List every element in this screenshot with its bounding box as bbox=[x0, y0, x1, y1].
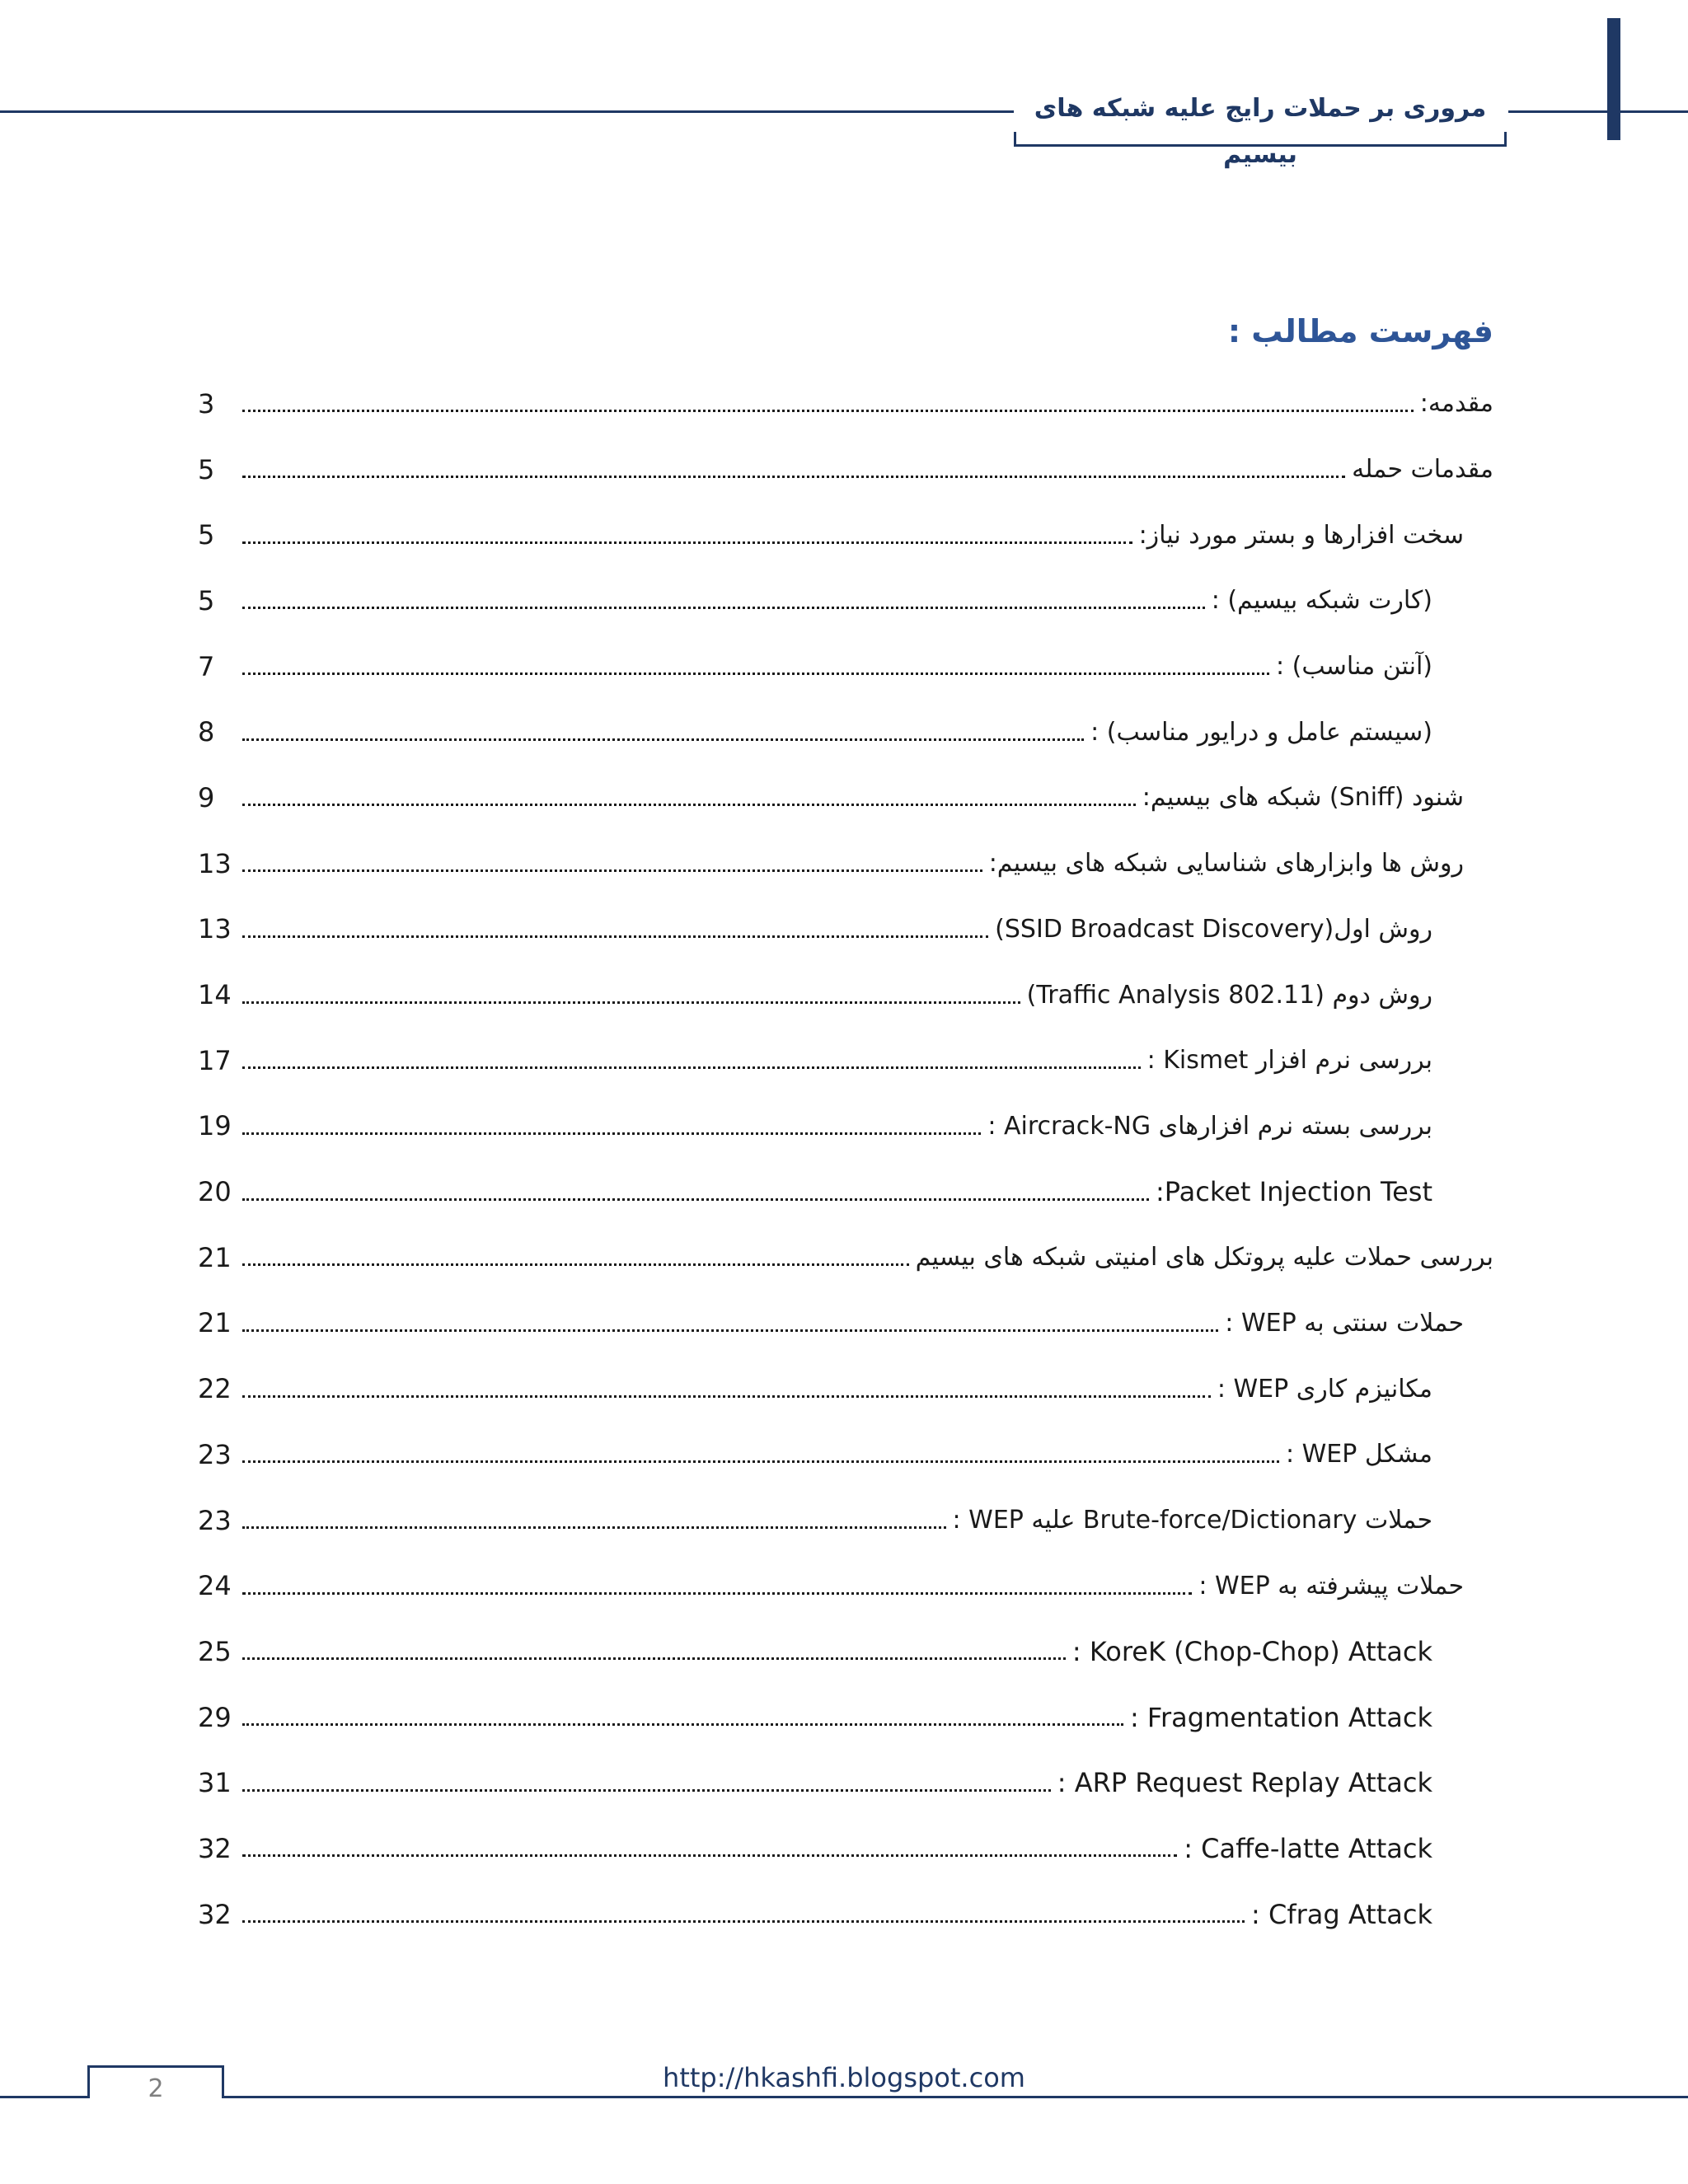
toc-entry-page: 3 bbox=[198, 387, 215, 419]
toc-entry[interactable] bbox=[198, 1356, 1493, 1422]
toc-dot-leader bbox=[242, 980, 1020, 1004]
footer-url-link[interactable]: http://hkashfi.blogspot.com bbox=[597, 2060, 1091, 2095]
toc-entry-page: 5 bbox=[198, 584, 215, 616]
toc-entry-title: حملات پیشرفته به WEP : bbox=[1198, 1571, 1464, 1601]
toc-entry-title: (سیستم عامل و درایور مناسب) : bbox=[1090, 717, 1432, 747]
toc-entry[interactable] bbox=[198, 437, 1493, 503]
toc-entry-page: 5 bbox=[198, 519, 215, 551]
toc-entry[interactable] bbox=[198, 1882, 1493, 1947]
toc-entry[interactable] bbox=[198, 1750, 1493, 1816]
toc-entry[interactable] bbox=[198, 1553, 1493, 1619]
toc-entry[interactable] bbox=[198, 1028, 1493, 1094]
footer-rule-right bbox=[223, 2096, 1688, 2098]
toc-dot-leader bbox=[242, 1768, 1051, 1792]
toc-entry-title: حملات سنتی به WEP : bbox=[1225, 1308, 1464, 1338]
toc-entry-title: شنود (Sniff) شبکه های بیسیم: bbox=[1142, 783, 1464, 813]
toc-entry-page: 17 bbox=[198, 1044, 232, 1076]
toc-dot-leader bbox=[242, 717, 1084, 741]
toc-entry-page: 13 bbox=[198, 913, 232, 945]
toc-dot-leader bbox=[242, 1899, 1245, 1923]
toc-entry-page: 8 bbox=[198, 716, 215, 748]
footer-rule-left bbox=[0, 2096, 89, 2098]
toc-entry[interactable] bbox=[198, 634, 1493, 700]
toc-entry[interactable] bbox=[198, 699, 1493, 765]
toc-entry-page: 7 bbox=[198, 650, 215, 682]
toc-dot-leader bbox=[242, 1636, 1066, 1660]
toc-entry[interactable] bbox=[198, 1422, 1493, 1488]
header-accent-bar bbox=[1607, 18, 1620, 140]
toc-entry-title: مشکل WEP : bbox=[1285, 1440, 1432, 1469]
toc-entry-page: 23 bbox=[198, 1504, 232, 1536]
toc-entry-page: 5 bbox=[198, 453, 215, 485]
toc-entry-page: 20 bbox=[198, 1176, 232, 1208]
header-rule-left bbox=[0, 110, 1015, 113]
toc-entry[interactable] bbox=[198, 765, 1493, 831]
toc-entry-title: حملات Brute-force/Dictionary علیه WEP : bbox=[952, 1506, 1432, 1535]
toc-entry[interactable] bbox=[198, 1816, 1493, 1882]
toc-dot-leader bbox=[242, 1374, 1211, 1398]
toc-entry-title: مکانیزم کاری WEP : bbox=[1217, 1374, 1432, 1404]
toc-entry-title: بررسی حملات علیه پروتکل های امنیتی شبکه های بیسیم bbox=[915, 1243, 1493, 1272]
toc-dot-leader bbox=[242, 1045, 1141, 1069]
toc-entry-page: 24 bbox=[198, 1570, 232, 1602]
toc-entry-title: Fragmentation Attack : bbox=[1129, 1701, 1432, 1733]
toc-dot-leader bbox=[242, 454, 1345, 478]
toc-entry[interactable] bbox=[198, 371, 1493, 437]
toc-entry-title: سخت افزارها و بستر مورد نیاز: bbox=[1138, 520, 1464, 550]
toc-entry-title: KoreK (Chop-Chop) Attack : bbox=[1071, 1635, 1432, 1667]
toc-entry[interactable] bbox=[198, 831, 1493, 897]
toc-entry-title: ARP Request Replay Attack : bbox=[1057, 1767, 1432, 1799]
toc-entry[interactable] bbox=[198, 1488, 1493, 1554]
toc-heading: فهرست مطالب : bbox=[1227, 313, 1493, 349]
toc-entry-page: 14 bbox=[198, 979, 232, 1011]
toc-entry[interactable] bbox=[198, 1291, 1493, 1357]
toc-entry-page: 23 bbox=[198, 1438, 232, 1470]
toc-dot-leader bbox=[242, 1571, 1192, 1595]
header-rule-right bbox=[1508, 110, 1688, 113]
toc-entry-page: 32 bbox=[198, 1898, 232, 1930]
toc-entry[interactable] bbox=[198, 1619, 1493, 1685]
toc-dot-leader bbox=[242, 1177, 1149, 1201]
toc-entry-title: بررسی نرم افزار Kismet : bbox=[1146, 1046, 1432, 1076]
toc-entry-page: 21 bbox=[198, 1241, 232, 1273]
toc-dot-leader bbox=[242, 914, 988, 938]
toc-entry-title: (کارت شبکه بیسیم) : bbox=[1211, 586, 1432, 616]
toc-entry-page: 32 bbox=[198, 1832, 232, 1864]
toc-entry-page: 25 bbox=[198, 1635, 232, 1667]
toc-entry[interactable] bbox=[198, 962, 1493, 1028]
toc-dot-leader bbox=[242, 848, 982, 872]
toc-entry-title: روش دوم (802.11 Traffic Analysis) bbox=[1026, 980, 1432, 1010]
toc-entry-page: 21 bbox=[198, 1307, 232, 1339]
toc-entry[interactable] bbox=[198, 568, 1493, 634]
toc-dot-leader bbox=[242, 388, 1414, 412]
toc-entry-title: (آنتن مناسب) : bbox=[1275, 652, 1432, 682]
toc-dot-leader bbox=[242, 782, 1136, 806]
toc-entry-page: 22 bbox=[198, 1373, 232, 1405]
toc-dot-leader bbox=[242, 520, 1132, 544]
toc-entry-title: Cfrag Attack : bbox=[1251, 1898, 1432, 1930]
toc-entry[interactable] bbox=[198, 1685, 1493, 1750]
toc-entry[interactable] bbox=[198, 1159, 1493, 1225]
page-number: 2 bbox=[148, 2074, 164, 2103]
toc-entry-page: 13 bbox=[198, 847, 232, 879]
table-of-contents bbox=[198, 371, 1493, 1947]
toc-dot-leader bbox=[242, 1702, 1123, 1726]
toc-entry-page: 9 bbox=[198, 781, 215, 813]
toc-entry-title: Caffe-latte Attack : bbox=[1184, 1832, 1432, 1864]
toc-entry-title: بررسی بسته نرم افزارهای Aircrack-NG : bbox=[987, 1111, 1432, 1141]
toc-entry-title: مقدمه: bbox=[1419, 389, 1493, 419]
toc-entry-page: 19 bbox=[198, 1110, 232, 1142]
document-title: مروری بر حملات رایج علیه شبکه های بیسیم bbox=[1014, 86, 1507, 132]
toc-entry-title: روش اول(SSID Broadcast Discovery) bbox=[995, 914, 1432, 944]
toc-entry[interactable] bbox=[198, 502, 1493, 568]
toc-dot-leader bbox=[242, 1308, 1218, 1332]
toc-entry[interactable] bbox=[198, 1225, 1493, 1291]
toc-entry-title: Packet Injection Test: bbox=[1155, 1176, 1432, 1208]
toc-entry-page: 31 bbox=[198, 1767, 232, 1799]
toc-dot-leader bbox=[242, 585, 1205, 609]
toc-dot-leader bbox=[242, 1833, 1177, 1857]
toc-entry-title: مقدمات حمله bbox=[1352, 455, 1493, 485]
toc-dot-leader bbox=[242, 1111, 981, 1135]
toc-dot-leader bbox=[242, 1242, 909, 1266]
toc-entry[interactable] bbox=[198, 1094, 1493, 1160]
toc-entry[interactable] bbox=[198, 897, 1493, 963]
toc-entry-title: روش ها وابزارهای شناسایی شبکه های بیسیم: bbox=[988, 849, 1464, 879]
toc-entry-page: 29 bbox=[198, 1701, 232, 1733]
toc-dot-leader bbox=[242, 651, 1269, 675]
toc-dot-leader bbox=[242, 1505, 946, 1529]
toc-dot-leader bbox=[242, 1439, 1279, 1463]
